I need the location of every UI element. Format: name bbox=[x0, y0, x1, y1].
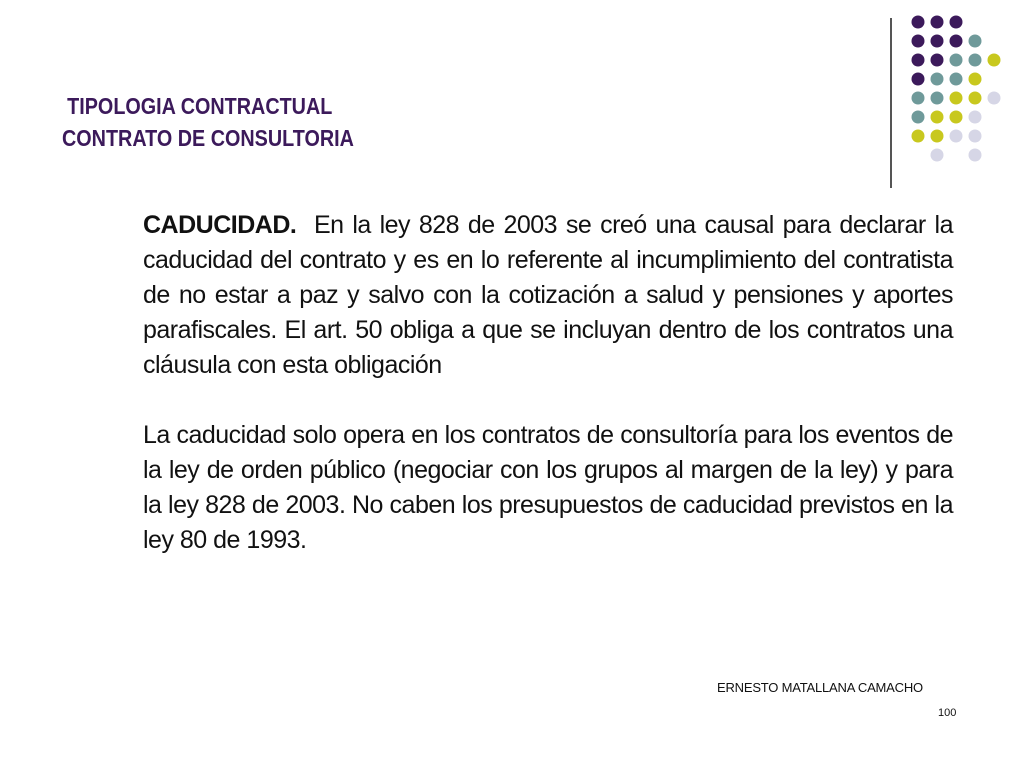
decorative-dot bbox=[912, 92, 925, 105]
decorative-dot bbox=[950, 16, 963, 29]
decorative-dot bbox=[912, 111, 925, 124]
decorative-dot bbox=[931, 54, 944, 67]
decorative-dot bbox=[950, 130, 963, 143]
decorative-dot bbox=[969, 92, 982, 105]
decorative-dot bbox=[912, 35, 925, 48]
decorative-dot bbox=[931, 130, 944, 143]
decorative-dot bbox=[969, 111, 982, 124]
decorative-dot bbox=[931, 111, 944, 124]
vertical-divider bbox=[890, 18, 892, 188]
decorative-dot bbox=[931, 35, 944, 48]
decorative-dot bbox=[912, 16, 925, 29]
decorative-dot bbox=[931, 73, 944, 86]
decorative-dot bbox=[950, 111, 963, 124]
paragraph-caducidad bbox=[143, 208, 953, 383]
paragraph-lead: CADUCIDAD. bbox=[143, 211, 297, 239]
decorative-dot bbox=[950, 92, 963, 105]
decorative-dot bbox=[988, 54, 1001, 67]
author-name: ERNESTO MATALLANA CAMACHO bbox=[717, 680, 923, 695]
decorative-dot bbox=[969, 54, 982, 67]
slide-title bbox=[62, 90, 354, 154]
decorative-dot bbox=[912, 54, 925, 67]
decorative-dot bbox=[912, 130, 925, 143]
decorative-dot bbox=[950, 73, 963, 86]
decorative-dot bbox=[912, 73, 925, 86]
decorative-dot bbox=[988, 92, 1001, 105]
body-content bbox=[143, 208, 953, 558]
paragraph-1-text: En la ley 828 de 2003 se creó una causal para declarar la caducidad del contrato y es en lo referente al incumplimiento del contratista de no estar a paz y salvo con la cotización a salud y pensiones y aportes parafiscales. El art. 50 obliga a que se incluyan dentro de los contratos una cláusula con esta obligación bbox=[143, 211, 953, 379]
decorative-dot bbox=[969, 73, 982, 86]
paragraph-operation bbox=[143, 418, 953, 558]
decorative-dot bbox=[969, 130, 982, 143]
decorative-dot bbox=[931, 16, 944, 29]
page-number: 100 bbox=[938, 707, 957, 719]
decorative-dot bbox=[969, 149, 982, 162]
decorative-dot bbox=[931, 149, 944, 162]
title-line-1: TIPOLOGIA CONTRACTUAL bbox=[67, 93, 333, 119]
paragraph-2-text: La caducidad solo opera en los contratos de consultoría para los eventos de la ley de orden público (negociar con los grupos al margen de la ley) y para la ley 828 de 2003. No caben los presupuestos de caducidad previstos en la ley 80 de 1993. bbox=[143, 421, 953, 554]
decorative-dot bbox=[969, 35, 982, 48]
decorative-dot bbox=[950, 35, 963, 48]
decorative-dot bbox=[950, 54, 963, 67]
decorative-dot bbox=[931, 92, 944, 105]
title-line-2: CONTRATO DE CONSULTORIA bbox=[62, 125, 354, 151]
